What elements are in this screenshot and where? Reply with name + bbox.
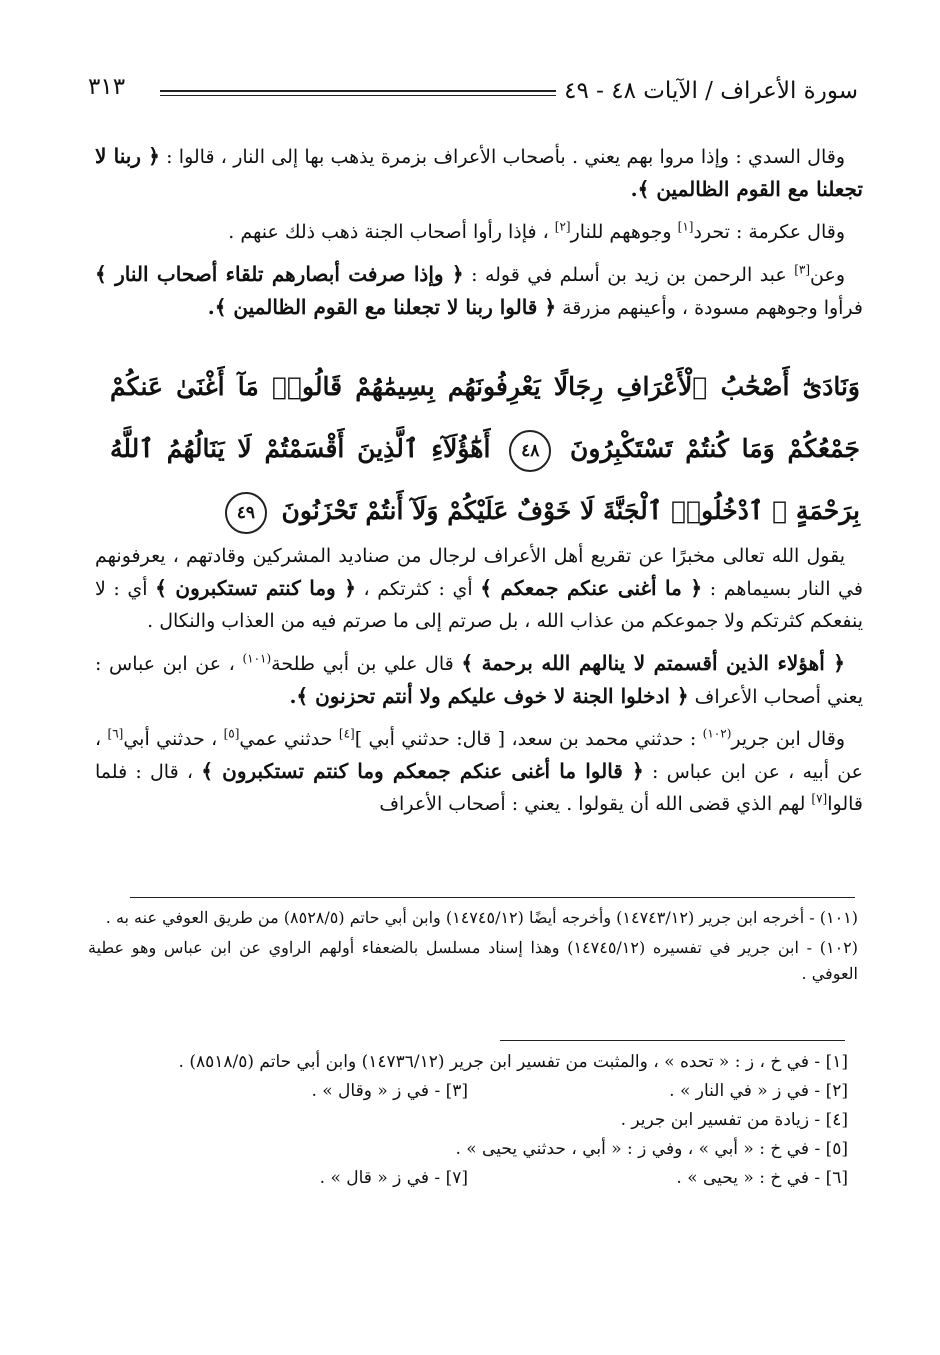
- text: حدثني عمي: [239, 728, 339, 750]
- quran-quote: ﴿ ربنا لا تجعلنا مع القوم الظالمين ﴾.: [95, 144, 863, 201]
- paragraph-ikrima: [95, 216, 863, 248]
- header-rule-thin: [160, 95, 556, 96]
- quran-quote: ﴿ ادخلوا الجنة لا خوف عليكم ولا أنتم تحزنون ﴾.: [289, 684, 689, 708]
- header-title: سورة الأعراف / الآيات ٤٨ - ٤٩: [564, 78, 858, 104]
- text: وعن: [810, 264, 846, 286]
- quran-quote: ﴿ وما كنتم تستكبرون ﴾: [155, 576, 356, 600]
- text: ، فإذا رأوا أصحاب الجنة ذهب ذلك عنهم .: [228, 221, 555, 243]
- text: وقال ابن جرير: [731, 728, 846, 750]
- variant-6: [٦] - في خ : « يحيى » .: [676, 1168, 848, 1188]
- paragraph-suddi: [95, 140, 863, 206]
- paragraph-ibn-jarir: [95, 723, 863, 820]
- variant-4: [٤] - زيادة من تفسير ابن جرير .: [620, 1110, 848, 1130]
- text: أي : لا ينفعكم كثرتكم ولا جموعكم من عذاب الله ، بل صرتم إلى ما صرتم فيه من العذاب والنكال .: [95, 578, 863, 632]
- page-number: ٣١٣: [88, 74, 126, 100]
- text: فرأوا وجوههم مسودة ، وأعينهم مزرقة: [556, 297, 863, 319]
- text: عبد الرحمن بن زيد بن أسلم في قوله :: [463, 264, 795, 286]
- footnotes: [88, 905, 858, 991]
- variant-2: [٢] - في ز « في النار » .: [669, 1081, 848, 1101]
- text: قال علي بن أبي طلحة: [271, 653, 462, 675]
- paragraph-tafsir: [95, 540, 863, 637]
- variant-ref: [٤]: [338, 726, 355, 741]
- running-header: [88, 66, 858, 116]
- variant-ref: [٥]: [223, 726, 240, 741]
- ayah-number-marker: ٤٨: [509, 430, 551, 472]
- footnote-ref: (١٠١): [242, 651, 272, 666]
- text: أي : كثرتكم ،: [355, 578, 481, 600]
- footnote-divider: [130, 897, 855, 898]
- verse-48-text: وَنَادَىٰٓ أَصْحَٰبُ ٱلْأَعْرَافِ رِجَالًا يَعْرِفُونَهُم بِسِيمَٰهُمْ قَالُوا۟ مَآ أَغْنَىٰ عَنكُمْ جَمْعُكُمْ وَمَا كُنتُمْ تَسْتَكْبِرُونَ: [110, 372, 860, 463]
- quran-quote: ﴿ وإذا صرفت أبصارهم تلقاء أصحاب النار ﴾: [95, 262, 464, 286]
- quran-quote: ﴿ قالوا ما أغنى عنكم جمعكم وما كنتم تستكبرون ﴾: [201, 759, 644, 783]
- quran-verses: [110, 356, 860, 542]
- variant-ref: [٣]: [794, 262, 811, 277]
- variants-divider: [500, 1040, 845, 1041]
- quran-quote: ﴿ أهؤلاء الذين أقسمتم لا ينالهم الله برحمة ﴾: [461, 651, 845, 675]
- variant-1: [١] - في خ ، ز : « تحده » ، والمثبت من تفسير ابن جرير (١٤٧٣٦/١٢) وابن أبي حاتم (٨٥١٨/٥) .: [178, 1052, 848, 1072]
- text: ، عن ابن عباس : يعني أصحاب الأعراف: [95, 653, 863, 708]
- text: يقول الله تعالى مخبرًا عن تقريع أهل الأعراف لرجال من صناديد المشركين وقادتهم ، يعرفونهم في النار بسيماهم :: [95, 545, 863, 600]
- variant-5: [٥] - في خ : « أبي » ، وفي ز : « أبي ، حدثني يحيى » .: [455, 1139, 848, 1159]
- paragraph-ibn-zayd: [95, 258, 863, 324]
- variant-3: [٣] - في ز « وقال » .: [311, 1081, 468, 1101]
- text: وقال السدي : وإذا مروا بهم يعني . بأصحاب الأعراف بزمرة يذهب بها إلى النار ، قالوا :: [166, 146, 845, 168]
- footnote-ref: (١٠٢): [702, 726, 732, 741]
- variant-ref: [٧]: [811, 791, 828, 806]
- header-rule: [160, 90, 556, 92]
- verse-49-text: أَهَٰٓؤُلَآءِ ٱلَّذِينَ أَقْسَمْتُمْ لَا يَنَالُهُمُ ٱللَّهُ بِرَحْمَةٍ ۚ ٱدْخُلُوا۟ ٱلْجَنَّةَ لَا خَوْفٌ عَلَيْكُمْ وَلَآ أَنتُمْ تَحْزَنُونَ: [110, 434, 860, 525]
- text: ، قال : فلما قالوا: [95, 761, 863, 815]
- variant-ref: [١]: [677, 219, 694, 234]
- manuscript-variants: [88, 1048, 848, 1193]
- quran-quote: ﴿ قالوا ربنا لا تجعلنا مع القوم الظالمين ﴾.: [207, 295, 557, 319]
- ayah-number-marker: ٤٩: [225, 492, 267, 534]
- variant-row: [88, 1164, 848, 1193]
- text: : حدثني محمد بن سعد، [ قال: حدثني أبي ]: [354, 728, 703, 750]
- text: وقال عكرمة : تحرد: [693, 221, 845, 243]
- variant-7: [٧] - في ز « قال » .: [319, 1168, 468, 1188]
- commentary-top: [95, 140, 863, 334]
- variant-ref: [٢]: [554, 219, 571, 234]
- commentary-bottom: [95, 540, 863, 830]
- footnote-102: (١٠٢) - ابن جرير في تفسيره (١٤٧٤٥/١٢) وهذا إسناد مسلسل بالضعفاء أولهم الراوي عن ابن عباس وهو عطية العوفي .: [88, 938, 859, 983]
- text: لهم الذي قضى الله أن يقولوا . يعني : أصحاب الأعراف: [379, 793, 812, 815]
- variant-row: [88, 1077, 848, 1106]
- text: ، حدثني أبي: [123, 728, 224, 750]
- footnote-101: (١٠١) - أخرجه ابن جرير (١٤٧٤٣/١٢) وأخرجه أيضًا (١٤٧٤٥/١٢) وابن أبي حاتم (٨٥٢٨/٥) من طريق العوفي عنه به .: [105, 908, 858, 927]
- text: وجوههم للنار: [570, 221, 678, 243]
- paragraph-ali: [95, 647, 863, 713]
- text: ، عن أبيه ، عن ابن عباس :: [95, 728, 864, 783]
- variant-ref: [٦]: [107, 726, 124, 741]
- quran-quote: ﴿ ما أغنى عنكم جمعكم ﴾: [480, 576, 703, 600]
